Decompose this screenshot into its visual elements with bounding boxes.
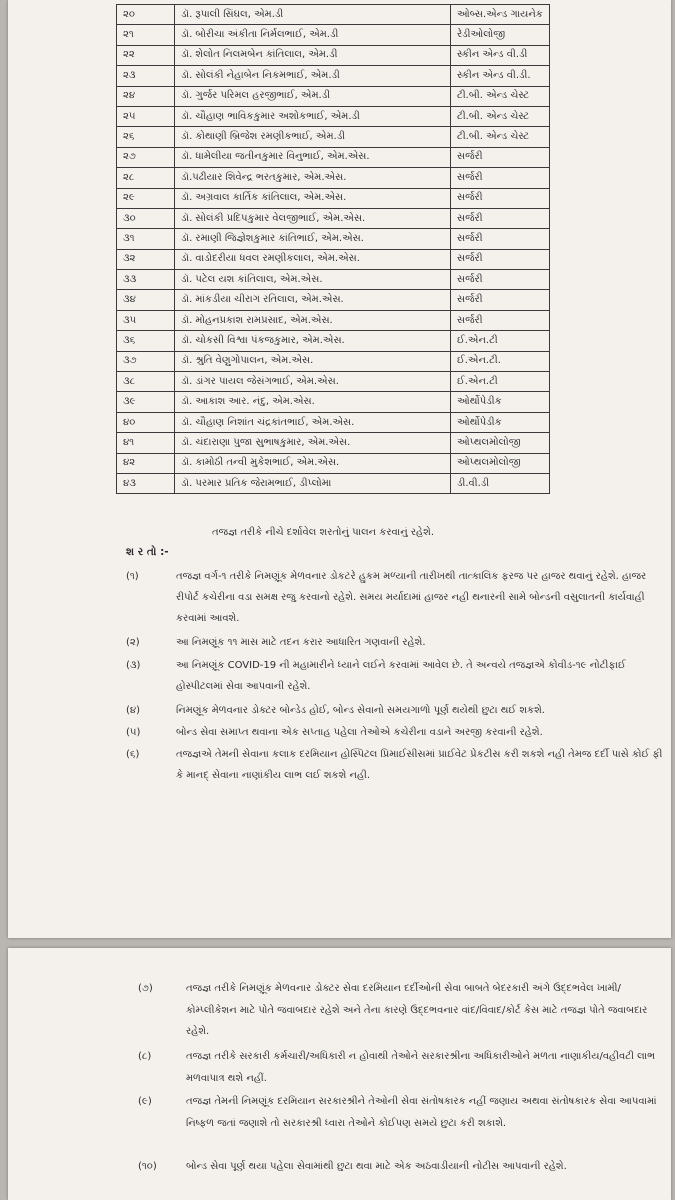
condition-text: આ નિમણૂંક COVID-19 ની મહામારીને ધ્યાને લઈને કરવામાં આવેલ છે. તે અન્વયે તજજ્ઞએ કોવીડ-૧૯ નોટીફાઈ હોસ્પીટલમાં સેવા આપવાની રહેશે. <box>176 660 626 692</box>
table-row <box>117 331 550 351</box>
table-row <box>117 392 550 412</box>
doctor-name-cell: ડૉ. ગુર્જર પરિમલ હરજીભાઈ, એમ.ડી <box>175 86 451 106</box>
serial-number-cell: ૪૩ <box>117 473 175 493</box>
department-cell: ઈ.એન.ટી <box>451 331 550 351</box>
doctor-name-cell: ડૉ. સોલંકી નેહાબેન નિકમભાઈ, એમ.ડી <box>175 66 451 86</box>
department-cell: સર્જરી <box>451 188 550 208</box>
condition-text: તજજ્ઞએ તેમની સેવાના કલાક દરમિયાન હોસ્પિટલ પ્રિમાઈસીસમાં પ્રાઈવેટ પ્રેકટીસ કરી શકશે નહી તેમજ દર્દી પાસે કોઈ ફી કે માનદ્ સેવાના નાણાંકીય લાભ લઈ શકશે નહી. <box>176 749 663 781</box>
condition-number: (૫) <box>126 727 141 738</box>
serial-number-cell: ૨૬ <box>117 127 175 147</box>
condition-item <box>138 978 658 1043</box>
table-row <box>117 290 550 310</box>
doctor-name-cell: ડૉ. શ્રુતિ વેણુગોપાલન, એમ.એસ. <box>175 351 451 371</box>
serial-number-cell: ૨૮ <box>117 168 175 188</box>
condition-text: તજજ્ઞ તરીકે નિમણૂંક મેળવનાર ડોક્ટર સેવા દરમિયાન દર્દીઓની સેવા બાબતે બેદરકારી અંગે ઉદ્દભવેલ ખામી/કોમ્પ્લીકેશન માટે પોતે જવાબદાર રહેશે અને તેના કારણે ઉદ્દભવનાર વાંદ/વિવાદ/કોર્ટ કેસ માટે તજજ્ઞ પોતે જવાબદાર રહેશે. <box>186 983 648 1037</box>
department-cell: સ્કીન એન્ડ વી.ડી. <box>451 66 550 86</box>
table-row <box>117 310 550 330</box>
department-cell: ઓર્થોપેડીક <box>451 412 550 432</box>
doctor-name-cell: ડૉ. ચૌહાણ ભાવિકકુમાર અશોકભાઈ, એમ.ડી <box>175 106 451 126</box>
doctor-name-cell: ડૉ. પટેલ યશ કાંતિલાલ, એમ.એસ. <box>175 270 451 290</box>
doctor-name-cell: ડૉ. ચૌહાણ નિશાંત ચંદ્રકાંતભાઈ, એમ.એસ. <box>175 412 451 432</box>
table-row <box>117 66 550 86</box>
doctor-name-cell: ડૉ.પઢીયાર શિવેન્દ્ર ભરતકુમાર, એમ.એસ. <box>175 168 451 188</box>
document-page-1 <box>8 0 671 938</box>
doctor-name-cell: ડૉ. ડાંગર પાયલ જેસંગભાઈ, એમ.એસ. <box>175 372 451 392</box>
table-row <box>117 453 550 473</box>
table-row <box>117 270 550 290</box>
conditions-heading: શ ર તો :- <box>126 546 169 558</box>
serial-number-cell: ૪૨ <box>117 453 175 473</box>
doctor-name-cell: ડૉ. ચંદારાણા પુજા સુભાષકુમાર, એમ.એસ. <box>175 433 451 453</box>
department-cell: ઓર્થોપેડીક <box>451 392 550 412</box>
table-row <box>117 168 550 188</box>
serial-number-cell: ૨૧ <box>117 25 175 45</box>
table-row <box>117 106 550 126</box>
condition-number: (૬) <box>126 749 140 760</box>
serial-number-cell: ૨૭ <box>117 147 175 167</box>
serial-number-cell: ૨૩ <box>117 66 175 86</box>
condition-text: નિમણૂંક મેળવનાર ડોક્ટર બોન્ડેડ હોઈ, બોન્ડ સેવાનો સમયગાળો પૂર્ણ થયેથી છુટા થઈ શકશે. <box>176 705 545 716</box>
condition-number: (૧૦) <box>138 1161 157 1172</box>
condition-text: તજજ્ઞ વર્ગ-૧ તરીકે નિમણૂંક મેળવનાર ડોકટરે હુકમ મળ્યાની તારીખથી તાત્કાલિક ફરજ પર હાજર થવાનું રહેશે. હાજર રીપોર્ટ કચેરીના વડા સમક્ષ રજુ કરવાનો રહેશે. સમય મર્યાદામાં હાજર નહી થનારની સામે બોન્ડની વસુલાતની કાર્યવાહી કરવામાં આવશે. <box>176 571 647 624</box>
serial-number-cell: ૩૦ <box>117 208 175 228</box>
department-cell: સર્જરી <box>451 290 550 310</box>
conditions-intro: તજજ્ઞ તરીકે નીચે દર્શાવેલ શરતોનું પાલન કરવાનું રહેશે. <box>212 527 434 538</box>
doctor-name-cell: ડૉ. કોથાણી બ્રિજેશ રમણીકભાઈ, એમ.ડી <box>175 127 451 147</box>
table-row <box>117 208 550 228</box>
serial-number-cell: ૨૫ <box>117 106 175 126</box>
serial-number-cell: ૪૦ <box>117 412 175 432</box>
doctor-name-cell: ડૉ. શેલોત નિલમબેન કાંતિલાલ, એમ.ડી <box>175 45 451 65</box>
doctor-name-cell: ડૉ. માંકડીયા ચીરાગ રતિલાલ, એમ.એસ. <box>175 290 451 310</box>
doctor-name-cell: ડૉ. ધામેલીયા જતીનકુમાર વિનુભાઈ, એમ.એસ. <box>175 147 451 167</box>
department-cell: રેડીઓલોજી <box>451 25 550 45</box>
condition-item <box>138 1091 658 1134</box>
table-row <box>117 351 550 371</box>
department-cell: ટી.બી. એન્ડ ચેસ્ટ <box>451 86 550 106</box>
condition-text: બોન્ડ સેવા સમાપ્ત થવાના એક સપ્તાહ પહેલા તેઓએ કચેરીના વડાને અરજી કરવાની રહેશે. <box>176 727 543 738</box>
department-cell: ઓબ્સ.એન્ડ ગાયનેક <box>451 5 550 25</box>
condition-text: આ નિમણૂંક ૧૧ માસ માટે તદન કરાર આધારિત ગણવાની રહેશે. <box>176 637 426 648</box>
table-row <box>117 433 550 453</box>
condition-item <box>126 744 666 786</box>
table-row <box>117 249 550 269</box>
table-row <box>117 45 550 65</box>
condition-number: (૭) <box>138 983 153 994</box>
serial-number-cell: ૩૬ <box>117 331 175 351</box>
serial-number-cell: ૨૨ <box>117 45 175 65</box>
table-row <box>117 473 550 493</box>
doctor-name-cell: ડૉ. પરમાર પ્રતિક જેરામભાઈ, ડીપ્લોમા <box>175 473 451 493</box>
condition-number: (૪) <box>126 705 141 716</box>
condition-item <box>138 1156 658 1178</box>
table-row <box>117 25 550 45</box>
staff-table-body <box>117 5 550 494</box>
department-cell: સર્જરી <box>451 229 550 249</box>
department-cell: ઈ.એન.ટી. <box>451 351 550 371</box>
department-cell: સર્જરી <box>451 310 550 330</box>
department-cell: ઓપ્થલમોલોજી <box>451 433 550 453</box>
doctor-name-cell: ડૉ. આકાશ આર. નંદુ, એમ.એસ. <box>175 392 451 412</box>
doctor-name-cell: ડૉ. અગ્રવાલ કાર્તિક કાંતિલાલ, એમ.એસ. <box>175 188 451 208</box>
department-cell: ટી.બી. એન્ડ ચેસ્ટ <box>451 127 550 147</box>
condition-number: (૯) <box>138 1096 152 1107</box>
serial-number-cell: ૩૯ <box>117 392 175 412</box>
table-row <box>117 372 550 392</box>
condition-text: બોન્ડ સેવા પૂર્ણ થયા પહેલા સેવામાંથી છુટા થવા માટે એક અઠવાડીયાની નોટીસ આપવાની રહેશે. <box>186 1161 567 1172</box>
condition-text: તજજ્ઞ તરીકે સરકારી કર્મચારી/અધિકારી ન હોવાથી તેઓને સરકારશ્રીના અધિકારીઓને મળતા નાણાકીય/વહીવટી લાભ મળવાપાત્ર થશે નહીં. <box>186 1051 656 1084</box>
doctor-name-cell: ડૉ. વાડોદરીયા ધવલ રમણીકલાલ, એમ.એસ. <box>175 249 451 269</box>
condition-item <box>138 1046 658 1089</box>
doctor-name-cell: ડૉ. કામોઠી તન્વી મુકેશભાઈ, એમ.એસ. <box>175 453 451 473</box>
serial-number-cell: ૩૮ <box>117 372 175 392</box>
serial-number-cell: ૩૪ <box>117 290 175 310</box>
department-cell: સર્જરી <box>451 168 550 188</box>
table-row <box>117 229 550 249</box>
table-row <box>117 5 550 25</box>
table-row <box>117 147 550 167</box>
department-cell: ઈ.એન.ટી <box>451 372 550 392</box>
condition-item <box>126 632 666 653</box>
department-cell: ટી.બી. એન્ડ ચેસ્ટ <box>451 106 550 126</box>
condition-item <box>126 700 666 721</box>
serial-number-cell: ૩૫ <box>117 310 175 330</box>
table-row <box>117 188 550 208</box>
doctor-name-cell: ડૉ. સોલંકી પ્રદિપકુમાર વેલજીભાઈ, એમ.એસ. <box>175 208 451 228</box>
document-page-2 <box>8 948 671 1200</box>
table-row <box>117 412 550 432</box>
doctor-name-cell: ડૉ. ચોકસી વિશ્વા પંકજકુમાર, એમ.એસ. <box>175 331 451 351</box>
table-row <box>117 86 550 106</box>
condition-item <box>126 722 666 743</box>
condition-item <box>126 566 666 629</box>
department-cell: ઓપ્થલમોલોજી <box>451 453 550 473</box>
condition-number: (૮) <box>138 1051 152 1062</box>
department-cell: સર્જરી <box>451 270 550 290</box>
department-cell: ડી.વી.ડી <box>451 473 550 493</box>
serial-number-cell: ૨૪ <box>117 86 175 106</box>
doctor-name-cell: ડૉ. રૂપાલી સિંઘલ, એમ.ડી <box>175 5 451 25</box>
serial-number-cell: ૨૦ <box>117 5 175 25</box>
serial-number-cell: ૩૨ <box>117 249 175 269</box>
staff-table <box>116 4 550 494</box>
serial-number-cell: ૩૧ <box>117 229 175 249</box>
condition-item <box>126 655 666 697</box>
condition-text: તજજ્ઞ તેમની નિમણૂંક દરમિયાન સરકારશ્રીને તેઓની સેવા સંતોષકારક નહીં જણાય અથવા સંતોષકારક સેવા આપવામાં નિષ્ફળ જતાં જણાશે તો સરકારશ્રી ધ્વારા તેઓને કોઈપણ સમયે છુટા કરી શકાશે. <box>186 1096 657 1129</box>
condition-number: (૧) <box>126 571 139 582</box>
serial-number-cell: ૨૯ <box>117 188 175 208</box>
condition-number: (૩) <box>126 660 141 671</box>
doctor-name-cell: ડૉ. બોરીચા અંકીતા નિર્મલભાઈ, એમ.ડી <box>175 25 451 45</box>
serial-number-cell: ૩૩ <box>117 270 175 290</box>
condition-number: (૨) <box>126 637 140 648</box>
department-cell: સર્જરી <box>451 147 550 167</box>
serial-number-cell: ૪૧ <box>117 433 175 453</box>
table-row <box>117 127 550 147</box>
doctor-name-cell: ડૉ. મોહનપ્રકાશ રામપ્રસાદ, એમ.એસ. <box>175 310 451 330</box>
department-cell: સર્જરી <box>451 249 550 269</box>
department-cell: સ્કીન એન્ડ વી.ડી <box>451 45 550 65</box>
serial-number-cell: ૩૭ <box>117 351 175 371</box>
department-cell: સર્જરી <box>451 208 550 228</box>
doctor-name-cell: ડૉ. રમાણી જિજ્ઞેશકુમાર કાંતિભાઈ, એમ.એસ. <box>175 229 451 249</box>
